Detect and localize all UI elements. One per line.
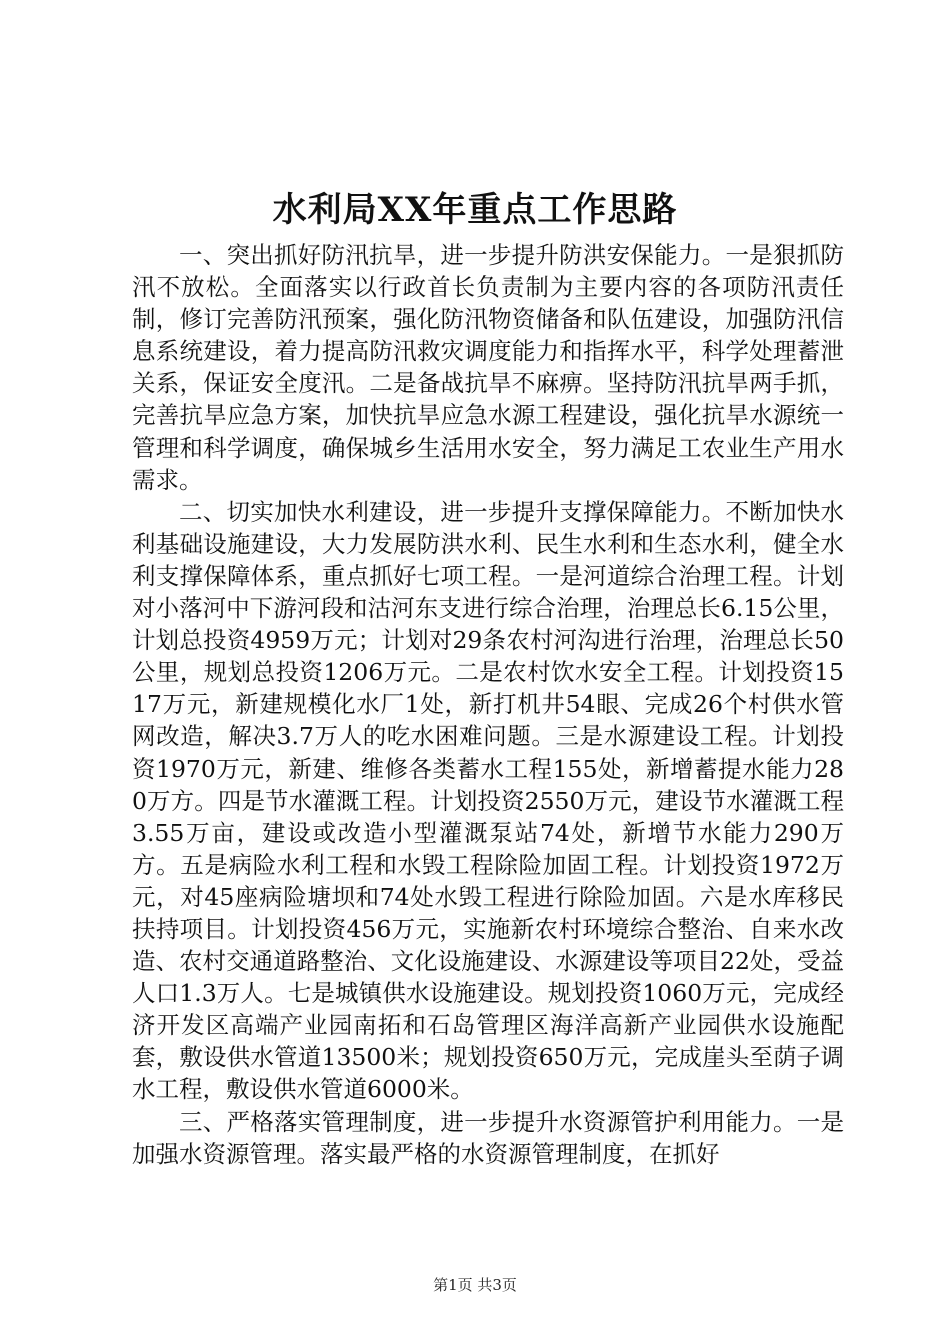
paragraph-flood-control: 一、突出抓好防汛抗旱，进一步提升防洪安保能力。一是狠抓防汛不放松。全面落实以行政首长负责制为主要内容的各项防汛责任制，修订完善防汛预案，强化防汛物资储备和队伍建设，加强防汛信息系统建设，着力提高防汛救灾调度能力和指挥水平，科学处理蓄泄关系，保证安全度汛。二是备战抗旱不麻痹。坚持防汛抗旱两手抓，完善抗旱应急方案，加快抗旱应急水源工程建设，强化抗旱水源统一管理和科学调度，确保城乡生活用水安全，努力满足工农业生产用水需求。 — [132, 241, 844, 494]
paragraph-management: 三、严格落实管理制度，进一步提升水资源管护利用能力。一是加强水资源管理。落实最严格的水资源管理制度，在抓好 — [132, 1107, 844, 1168]
paragraph-water-construction: 二、切实加快水利建设，进一步提升支撑保障能力。不断加快水利基础设施建设，大力发展防洪水利、民生水利和生态水利，健全水利支撑保障体系，重点抓好七项工程。一是河道综合治理工程。计划对小落河中下游河段和沽河东支进行综合治理，治理总长6.15公里，计划总投资4959万元；计划对29条农村河沟进行治理，治理总长50公里，规划总投资1206万元。二是农村饮水安全工程。计划投资1517万元，新建规模化水厂1处，新打机井54眼、完成26个村供水管网改造，解决3.7万人的吃水困难问题。三是水源建设工程。计划投资1970万元，新建、维修各类蓄水工程155处，新增蓄提水能力280万方。四是节水灌溉工程。计划投资2550万元，建设节水灌溉工程3.55万亩，建设或改造小型灌溉泵站74处，新增节水能力290万方。五是病险水利工程和水毁工程除险加固工程。计划投资1972万元，对45座病险塘坝和74处水毁工程进行除险加固。六是水库移民扶持项目。计划投资456万元，实施新农村环境综合整治、自来水改造、农村交通道路整治、文化设施建设、水源建设等项目22处，受益人口1.3万人。七是城镇供水设施建设。规划投资1060万元，完成经济开发区高端产业园南拓和石岛管理区海洋高新产业园供水设施配套，敷设供水管道13500米；规划投资650万元，完成崖头至荫子调水工程，敷设供水管道6000米。 — [132, 497, 844, 1104]
document-body — [132, 239, 844, 1170]
page-footer: 第1页 共3页 — [433, 1276, 517, 1294]
document-title: 水利局XX年重点工作思路 — [272, 190, 678, 230]
